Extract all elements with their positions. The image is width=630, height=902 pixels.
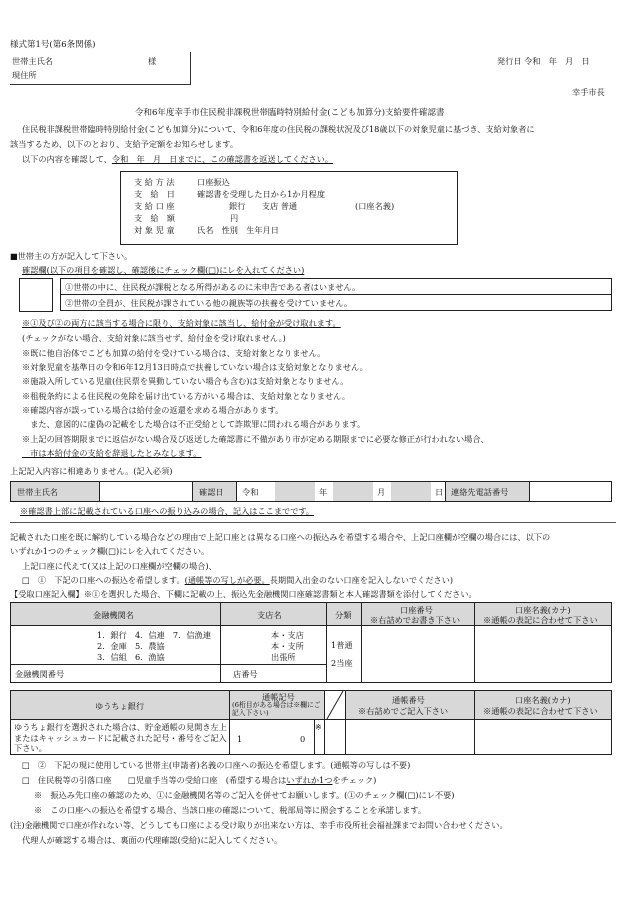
sig-name-label-cell bbox=[10, 481, 100, 502]
payment-amount-label: 支 給 額 bbox=[134, 213, 175, 223]
branch-code-row[interactable] bbox=[220, 664, 327, 683]
change-line3: 上記口座に代えて(又は上記の口座欄が空欄の場合)、 bbox=[22, 561, 217, 571]
branch-code-label: 店番号 bbox=[233, 669, 258, 679]
sig-month: 月 bbox=[377, 487, 386, 497]
yucho-mark: ※ bbox=[315, 722, 322, 732]
note-6: ※確認内容が誤っている場合は給付金の返還を求める場合があります。 bbox=[22, 405, 284, 415]
payment-account-name: (口座名義) bbox=[355, 201, 395, 211]
yucho-first-digit: 1 bbox=[237, 734, 243, 744]
option1-c: 長期間入出金のない口座を記入しないでください) bbox=[269, 575, 454, 585]
branch-opts3: 出張所 bbox=[271, 652, 296, 662]
branch-name-input[interactable] bbox=[220, 625, 327, 665]
sama-label: 様 bbox=[148, 56, 157, 66]
yucho-gap bbox=[324, 719, 346, 755]
issue-date: 発行日 令和 年 月 日 bbox=[497, 56, 590, 66]
yucho-h-number bbox=[345, 690, 475, 720]
note-8: ※上記の回答期限までに返信がない場合及び返送した確認書に不備があり市が定める期限までに必要な修正が行われない場合、 bbox=[22, 434, 489, 444]
yucho-h-holder-text: 口座名義(カナ) bbox=[515, 695, 571, 705]
yucho-number-input[interactable] bbox=[345, 719, 475, 755]
yucho-holder-input[interactable] bbox=[474, 719, 612, 755]
bank-opts2: 2．金庫 5．農協 bbox=[97, 641, 165, 651]
yucho-slash-cell bbox=[324, 690, 346, 720]
sig-date-input[interactable] bbox=[236, 481, 446, 502]
intro-line1: 住民税非課税世帯臨時特別給付金(こども加算分)について、令和6年度の住民税の課税状況及び18歳以下の対象児童に基づき、支給対象者に bbox=[22, 124, 535, 134]
sig-date-label-cell bbox=[192, 481, 237, 502]
bank-opts3: 3．信組 6．漁協 bbox=[97, 652, 165, 662]
confirm-item1-row bbox=[60, 278, 612, 295]
bank-h-number-sub: ※右詰めでお書き下さい bbox=[370, 615, 461, 625]
sig-name-label: 世帯主氏名 bbox=[17, 487, 58, 497]
yucho-h-bank-text: ゆうちょ銀行 bbox=[95, 701, 145, 711]
option2[interactable]: □ ② 下記の現に使用している世帯主(申請者)名義の口座への振込を希望します。(通帳等の写しは不要) bbox=[22, 760, 411, 770]
bank-code-row[interactable] bbox=[10, 664, 221, 683]
yucho-h-number-text: 通帳番号 bbox=[392, 695, 425, 705]
note-9: 市は本給付金の支給を辞退したとみなします。 bbox=[22, 448, 202, 458]
type-current: 2当座 bbox=[331, 658, 353, 668]
bank-h-type-text: 分類 bbox=[335, 610, 352, 620]
sig-day-slot bbox=[391, 482, 431, 501]
payment-account-label: 支 給 口 座 bbox=[134, 201, 175, 211]
sig-month-slot bbox=[333, 482, 373, 501]
footer-note2: 代理人が確認する場合は、裏面の代理確認(受給)に記入してください。 bbox=[22, 835, 283, 845]
option2-sub-a: □ 住民税等の引落口座 □児童手当等の受給口座 (希望する場合は bbox=[22, 775, 287, 785]
note-0: ※①及び②の両方に該当する場合に限り、支給対象に該当し、給付金が受け取れます。 bbox=[22, 318, 341, 328]
confirm-item2: ②世帯の全員が、住民税が課されている他の親族等の扶養を受けていません。 bbox=[65, 298, 353, 308]
address-label: 現住所 bbox=[12, 70, 37, 80]
sig-name-input[interactable] bbox=[99, 481, 193, 502]
slash-mark bbox=[325, 691, 345, 719]
bank-h-holder-text: 口座名義(カナ) bbox=[515, 605, 571, 615]
option1-b: (通帳等の写しが必要。 bbox=[184, 575, 270, 585]
confirm-checkbox[interactable] bbox=[19, 278, 53, 312]
intro-line3 bbox=[22, 154, 333, 164]
payment-amount-value: 円 bbox=[230, 213, 239, 223]
option2-sub-b: いずれか1つ bbox=[286, 775, 333, 785]
note-3: ※対象児童を基準日の令和6年12月13日時点で扶養していない場合は支給対象となりません。 bbox=[22, 362, 368, 372]
note-1: (チェックがない場合、支給対象に該当せず、給付金を受け取れません。) bbox=[22, 333, 286, 343]
bank-h-branch bbox=[220, 602, 327, 626]
confirm-item1: ①世帯の中に、住民税が課税となる所得があるのに未申告である者はいません。 bbox=[65, 282, 361, 292]
sig-era: 令和 bbox=[242, 487, 259, 497]
bank-h-branch-text: 支店名 bbox=[257, 610, 282, 620]
sig-day: 日 bbox=[435, 487, 444, 497]
branch-opts1: 本・支店 bbox=[271, 630, 304, 640]
yucho-h-bank bbox=[10, 690, 230, 720]
yucho-h-symbol-sub: (6桁目がある場合は※欄にご記入下さい) bbox=[232, 701, 321, 717]
bank-h-number bbox=[361, 602, 475, 626]
yucho-h-number-sub: ※右詰めでご記入下さい bbox=[358, 706, 449, 716]
footer-note1: (注)金融機関で口座が作れない等、どうしても口座による受け取りが出来ない方は、幸手市役所社会福祉課までお問い合わせください。 bbox=[10, 820, 508, 830]
payment-method-label: 支 給 方 法 bbox=[134, 177, 175, 187]
intro-line2: 該当するため、以下のとおり、支給予定額をお知らせします。 bbox=[10, 139, 239, 149]
bank-opts1: 1．銀行 4．信連 7．信漁連 bbox=[97, 630, 211, 640]
page-title: 令和6年度幸手市住民税非課税世帯臨時特別給付金(こども加算分)支給要件確認書 bbox=[135, 108, 445, 118]
option-note1: ※ 振込み先口座の確認のため、①に金融機関名等のご記入を併せてお願いします。(①のチェック欄(□)にレ不要) bbox=[34, 790, 455, 800]
type-ordinary: 1普通 bbox=[331, 640, 353, 650]
bank-name-input[interactable] bbox=[10, 625, 221, 665]
account-number-input[interactable] bbox=[361, 625, 475, 683]
sig-date-label: 確認日 bbox=[199, 487, 224, 497]
bank-h-type bbox=[326, 602, 362, 626]
signature-end-note: ※確認書上部に記載されている口座への振り込みの場合、記入はここまでです。 bbox=[20, 506, 315, 516]
yucho-h-symbol bbox=[229, 690, 325, 720]
bank-h-holder bbox=[474, 602, 612, 626]
option2-sub[interactable] bbox=[22, 775, 376, 785]
bank-h-bank bbox=[10, 602, 221, 626]
confirm-heading: 確認欄(以下の項目を確認し、確認後にチェック欄(□)にレを入れてください) bbox=[22, 265, 305, 275]
change-line1: 記載された口座を既に解約している場合などの理由で上記口座とは異なる口座への振込みを希望する場合や、上記口座欄が空欄の場合には、以下の bbox=[10, 532, 551, 542]
signature-statement: 上記記入内容に相違ありません。(記入必須) bbox=[10, 466, 173, 476]
note-2: ※既に他自治体でこども加算の給付を受けている場合は、支給対象となりません。 bbox=[22, 348, 326, 358]
bank-h-bank-text: 金融機関名 bbox=[93, 610, 134, 620]
option1[interactable] bbox=[22, 575, 453, 585]
confirm-item2-row bbox=[60, 294, 612, 311]
payment-account-value: 銀行 支店 普通 bbox=[229, 201, 298, 211]
yucho-h-holder-sub: ※通帳の表記に合わせて下さい bbox=[483, 706, 598, 716]
note-5: ※租税条約による住民税の免除を届け出ている方がいる場合は、支給対象となりません。 bbox=[22, 391, 350, 401]
sig-year-slot bbox=[275, 482, 315, 501]
payment-date-label: 支 給 日 bbox=[134, 189, 175, 199]
receive-heading: 【受取口座記入欄】※①を選択した場合、下欄に記載の上、振込先金融機関口座確認書類と本人確認書類を添付してください。 bbox=[10, 589, 477, 599]
account-type-input[interactable] bbox=[326, 625, 362, 683]
sig-phone-label-cell bbox=[445, 481, 530, 502]
payment-date-value: 確認書を受理した日から1か月程度 bbox=[197, 189, 326, 199]
issuer: 幸手市長 bbox=[572, 87, 605, 97]
option1-a: □ ① 下記の口座への振込を希望します。 bbox=[22, 575, 185, 585]
form-number: 様式第1号(第6条関係) bbox=[10, 40, 96, 50]
branch-opts2: 本・支所 bbox=[271, 641, 304, 651]
sig-year: 年 bbox=[319, 487, 328, 497]
bank-h-number-text: 口座番号 bbox=[400, 605, 433, 615]
sig-phone-input[interactable] bbox=[529, 481, 612, 502]
yucho-zero-digit: 0 bbox=[300, 734, 306, 744]
payment-method-value: 口座振込 bbox=[197, 177, 230, 187]
section-heading: ■世帯主の方が記入して下さい。 bbox=[10, 251, 133, 261]
yucho-h-holder bbox=[474, 690, 612, 720]
yucho-desc-cell bbox=[10, 719, 230, 755]
yucho-desc: ゆうちょ銀行を選択された場合は、貯金通帳の見開き左上またはキャッシュカードに記載された記号・番号をご記入下さい。 bbox=[14, 722, 227, 754]
householder-name-label: 世帯主氏名 bbox=[12, 56, 53, 66]
account-holder-input[interactable] bbox=[474, 625, 612, 683]
divider bbox=[10, 522, 616, 523]
change-line2: いずれか1つのチェック欄(□)にレを入れてください。 bbox=[10, 546, 210, 556]
sig-phone-label: 連絡先電話番号 bbox=[451, 487, 509, 497]
option2-sub-c: をチェック) bbox=[332, 775, 377, 785]
note-7: また、意図的に虚偽の記載をした場合は不正受給として詐欺罪に問われる場合があります。 bbox=[22, 419, 366, 429]
option-note2: ※ この口座への振込を希望する場合、当該口座の確認について、税部局等に照会することを承諾します。 bbox=[34, 805, 427, 815]
target-child-value: 氏名 性別 生年月日 bbox=[197, 225, 279, 235]
yucho-symbol-input[interactable] bbox=[229, 719, 315, 755]
bank-code-label: 金融機関番号 bbox=[15, 669, 65, 679]
intro-line3-a: 以下の内容を確認して、 bbox=[22, 154, 112, 164]
note-4: ※施設入所している児童(住民票を異動していない場合も含む)は支給対象となりません。 bbox=[22, 376, 349, 386]
return-deadline: 令和 年 月 日までに、この確認書を返送してください。 bbox=[111, 154, 333, 164]
bank-h-holder-sub: ※通帳の表記に合わせて下さい bbox=[483, 615, 598, 625]
target-child-label: 対 象 児 童 bbox=[134, 225, 175, 235]
yucho-h-symbol-text: 通帳記号 bbox=[262, 692, 295, 702]
